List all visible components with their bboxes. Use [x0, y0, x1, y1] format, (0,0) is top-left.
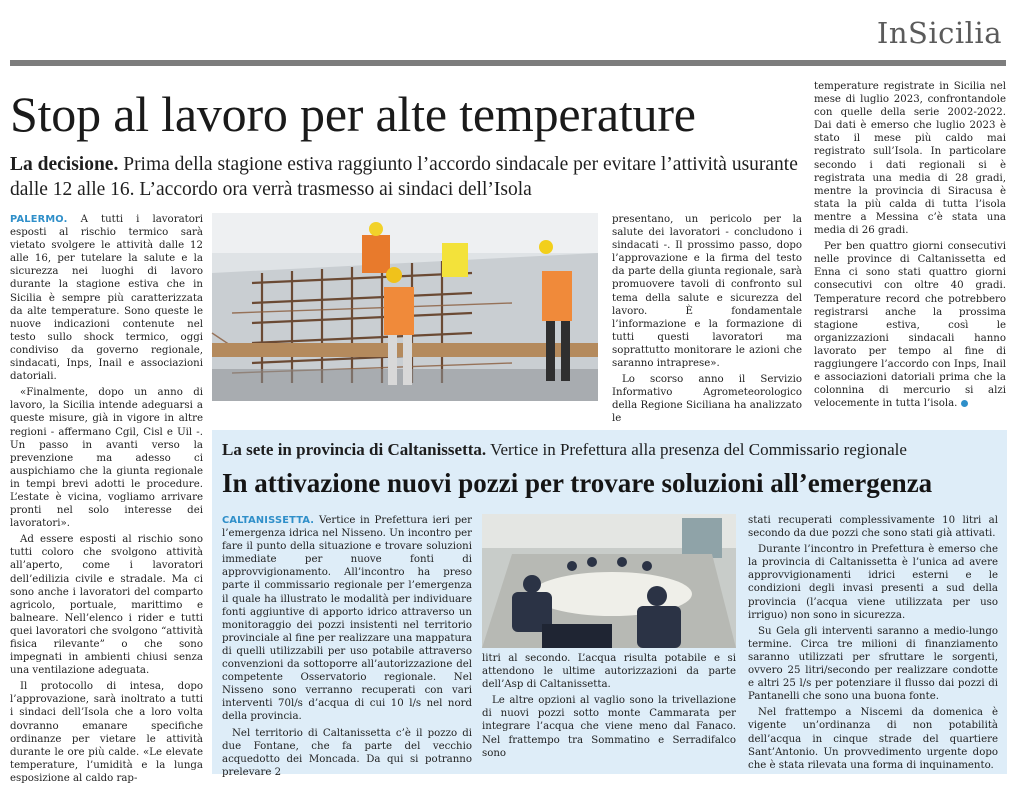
main-paragraph: Il protocollo di intesa, dopo l’approvazione, sarà inoltrato a tutti i sindaci dell’Isola che a loro volta dovranno emanare specifiche ordinanze per vietare le attività durante le ore più calde. «Le elevate temperature, l’umidità e la lunga esposizione al caldo rap- — [10, 681, 203, 784]
end-dot-icon — [961, 400, 968, 407]
box-dateline: CALTANISSETTA. — [222, 515, 315, 526]
main-paragraph — [10, 213, 203, 383]
main-subhead — [10, 152, 810, 202]
main-paragraph: presentano, un pericolo per la salute dei lavoratori - concludono i sindacati -. Il prossimo passo, dopo l’approvazione e la firma del testo da parte della giunta regionale, sarà promuovere tavoli di confronto sul tema della salute e sicurezza del lavoro. È fondamentale l’informazione e la formazione di tutti questi lavoratori ma soprattutto monitorare le azioni che saranno intraprese». — [612, 214, 802, 370]
meeting-photo-illustration — [482, 514, 736, 648]
main-column-3 — [612, 213, 802, 425]
box-paragraph — [222, 514, 472, 724]
main-paragraph: Lo scorso anno il Servizio Informativo Agrometeorologico della Regione Siciliana ha analizzato le — [612, 374, 802, 425]
main-column-4 — [814, 80, 1006, 410]
box-paragraph: litri al secondo. L’acqua risulta potabile e si attendono le ultime autorizzazioni da parte dell’Asp di Caltanissetta. — [482, 653, 736, 691]
box-headline: In attivazione nuovi pozzi per trovare soluzioni all’emergenza — [222, 468, 933, 498]
box-kicker-text: Vertice in Prefettura alla presenza del Commissario regionale — [490, 440, 907, 459]
top-rule — [10, 60, 1006, 66]
construction-workers-photo — [212, 213, 598, 401]
main-paragraph: «Finalmente, dopo un anno di lavoro, la Sicilia intende adeguarsi a queste misure, già in vigore in altre regioni - affermano Cgil, Cisl e Uil -. Un passo in avanti verso la prevenzione ma adesso ci auspichiamo che la giunta regionale in tempi brevi adotti le procedure. L’estate è vicina, vogliamo arrivare pronti nel solo interesse dei lavoratori». — [10, 387, 203, 530]
box-paragraph: Le altre opzioni al vaglio sono la trivellazione di nuovi pozzi sotto monte Cammarata per integrare l’acqua che viene meno dal Fanaco. Nel frattempo tra Sommatino e Serradifalco sono — [482, 695, 736, 759]
box-paragraph: Su Gela gli interventi saranno a medio-lungo termine. Circa tre milioni di finanziamento saranno utilizzati per sfruttare le sorgenti, ovvero 25 litri/secondo per realizzare condotte e altri 25 l/s per potenziare il flusso dai pozzi di Pantanelli che sono una buona fonte. — [748, 625, 998, 703]
main-paragraph: Ad essere esposti al rischio sono tutti coloro che svolgono attività all’aperto, come i lavoratori dell’edilizia civile e stradale. Ma ci sono anche i lavoratori del comparto agricolo, portuale, marittimo e balneare. Nell’elenco i rider e tutti quei lavoratori che svolgono “attività fisica rilevante” o che sono impegnati in ambienti chiusi senza una ventilazione adeguata. — [10, 534, 203, 677]
main-paragraph: temperature registrate in Sicilia nel mese di luglio 2023, confrontandole con quelle della serie 2002-2022. Dai dati è emerso che luglio 2023 è stato il mese più caldo mai registrato sull’Isola. In particolare secondo i dati regionali si è registrata una media di 28 gradi, mentre la provincia di Siracusa è stata la più calda di tutta l’isola mentre a Messina c’è stata una media di 26 gradi. — [814, 81, 1006, 237]
box-kicker — [222, 440, 907, 460]
subhead-text: Prima della stagione estiva raggiunto l’accordo sindacale per evitare l’attività usurante dalle 12 alle 16. L’accordo ora verrà trasmesso ai sindaci dell’Isola — [10, 154, 798, 200]
box-column-2 — [482, 652, 736, 768]
paragraph-text: Per ben quattro giorni consecutivi nelle province di Caltanissetta ed Enna ci sono stati quattro giorni consecutivi con oltre 40 gradi. Temperature record che potrebbero registrarsi anche la prossima stagione estiva, così le organizzazioni sindacali hanno lavorato per tempo al fine di raggiungere l’accordo con Inps, Inail e associazioni datoriali prima che la colonnina di mercurio si alzi velocemente in tutta l’isola. — [814, 241, 1006, 410]
box-paragraph: stati recuperati complessivamente 10 litri al secondo da due pozzi che sono stati già attivati. — [748, 515, 998, 540]
box-column-1 — [222, 514, 472, 778]
box-column-3 — [748, 514, 998, 771]
main-headline: Stop al lavoro per alte temperature — [10, 86, 696, 142]
box-kicker-lead: La sete in provincia di Caltanissetta. — [222, 440, 487, 459]
paragraph-text: A tutti i lavoratori esposti al rischio termico sarà vietato svolgere le attività dalle 12 alle 16, per tutelare la salute e la sicurezza nei luoghi di lavoro durante la stagione estiva che in Sicilia è sempre più caratterizzata da alte temperature. Sono queste le nuove indicazioni contenute nel testo sullo shock termico, oggi condiviso da governo regionale, sindacati, Inps, Inail e associazioni datoriali. — [10, 214, 203, 383]
prefecture-meeting-photo — [482, 514, 736, 648]
box-paragraph: Durante l’incontro in Prefettura è emerso che la provincia di Caltanissetta è l’unica ad avere approvvigionamenti idrici esterni e le condizioni degli invasi presenti a sud della provincia (l’acqua viene utilizzata per uso irriguo) non sono in sicurezza. — [748, 544, 998, 621]
box-paragraph: Nel territorio di Caltanissetta c’è il pozzo di due Fontane, che fa parte del vecchio acquedotto dei Moncada. Da qui si potranno prelevare 2 — [222, 727, 472, 778]
section-label: InSicilia — [876, 16, 1002, 50]
subhead-lead: La decisione. — [10, 154, 119, 175]
construction-photo-illustration — [212, 213, 598, 401]
main-column-1 — [10, 213, 203, 784]
dateline: PALERMO. — [10, 214, 68, 225]
paragraph-text: Vertice in Prefettura ieri per l’emergenza idrica nel Nisseno. Un incontro per fare il punto della situazione e trovare soluzioni immediate per nuove fonti di approvvigionamento. All’incontro ha preso parte il commissario regionale per l’emergenza il quale ha illustrato le modalità per individuare fonti aggiuntive di apporto idrico attraverso un monitoraggio dei pozzi insistenti nel territorio provinciale al fine per realizzare una mappatura di quelli utilizzabili per uso potabile attraverso convenzioni da sottoporre all’autorizzazione del competente Osservatorio regionale. Nel Nisseno sono verranno recuperati con vari interventi 70l/s d’acqua di cui 10 l/s nel nord della provincia. — [222, 515, 472, 723]
main-paragraph — [814, 240, 1006, 410]
box-paragraph: Nel frattempo a Niscemi da domenica è vigente un’ordinanza di non potabilità dell’acqua in cinque strade del quartiere Sant’Antonio. Un provvedimento urgente dopo che è stata rilevata una forma di inquinamento. — [748, 707, 998, 771]
